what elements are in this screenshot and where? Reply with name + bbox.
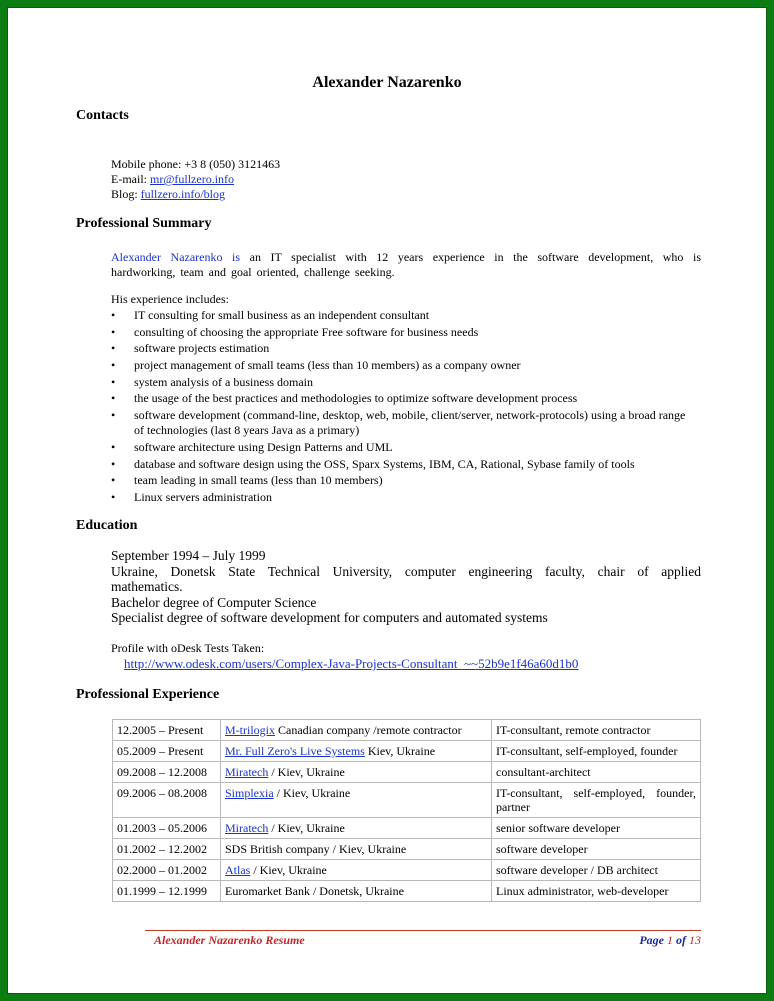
experience-role-cell: IT-consultant, remote contractor [492, 720, 701, 741]
experience-heading: Professional Experience [76, 687, 220, 702]
table-row [113, 881, 701, 902]
experience-period-cell: 01.2003 – 05.2006 [113, 818, 221, 839]
education-block [111, 548, 701, 626]
summary-list-item: • IT consulting for small business as an independent consultant [111, 308, 696, 323]
experience-role-cell: senior software developer [492, 818, 701, 839]
experience-company-cell [221, 881, 492, 902]
resume-page [7, 7, 767, 994]
email-line [111, 172, 280, 187]
table-row [113, 741, 701, 762]
mobile-line [111, 157, 280, 172]
experience-company-cell [221, 762, 492, 783]
summary-list-item: • software development (command-line, desktop, web, mobile, client/server, network-protocols) using a broad range of technologies (last 8 years Java as a primary) [111, 408, 696, 438]
summary-intro [111, 250, 701, 280]
experience-period-cell: 01.2002 – 12.2002 [113, 839, 221, 860]
summary-list-item: • database and software design using the OSS, Sparx Systems, IBM, CA, Rational, Sybase family of tools [111, 457, 696, 472]
summary-list-item: • Linux servers administration [111, 490, 696, 505]
summary-heading: Professional Summary [76, 216, 212, 231]
summary-list-item: • software architecture using Design Patterns and UML [111, 440, 696, 455]
company-location: Kiev, Ukraine [364, 744, 436, 758]
summary-list-item: • team leading in small teams (less than 10 members) [111, 473, 696, 488]
education-period: September 1994 – July 1999 [111, 548, 266, 563]
summary-list-item: • software projects estimation [111, 341, 696, 356]
company-link[interactable]: Miratech [225, 821, 269, 835]
table-row [113, 783, 701, 818]
profile-label: Profile with oDesk Tests Taken: [111, 641, 265, 655]
resume-name-title: Alexander Nazarenko [312, 74, 462, 91]
footer-page-label: Page [639, 933, 667, 947]
experience-period-cell: 05.2009 – Present [113, 741, 221, 762]
company-location: / Kiev, Ukraine [268, 765, 345, 779]
experience-period-cell: 09.2006 – 08.2008 [113, 783, 221, 818]
summary-list-item: • consulting of choosing the appropriate Free software for business needs [111, 325, 696, 340]
experience-role-cell: consultant-architect [492, 762, 701, 783]
experience-intro: His experience includes: [111, 292, 229, 306]
mobile-label: Mobile phone: [111, 157, 185, 171]
summary-list [111, 308, 696, 505]
contacts-block [111, 157, 280, 202]
blog-link[interactable]: fullzero.info/blog [140, 187, 225, 201]
footer-page-total: 13 [689, 933, 701, 947]
experience-period-cell: 12.2005 – Present [113, 720, 221, 741]
education-degree-bachelor: Bachelor degree of Computer Science [111, 594, 317, 610]
summary-intro-name: Alexander Nazarenko is [111, 250, 241, 264]
footer-page-current: 1 [667, 933, 673, 947]
summary-intro-rest: an IT specialist with 12 years experience in the software development, who is hardworking, team and goal oriented, challenge seeking. [111, 250, 701, 279]
experience-role-cell: software developer / DB architect [492, 860, 701, 881]
table-row [113, 818, 701, 839]
mobile-value: +3 8 (050) 3121463 [184, 157, 281, 171]
table-row [113, 720, 701, 741]
experience-period-cell: 02.2000 – 01.2002 [113, 860, 221, 881]
experience-role-cell: software developer [492, 839, 701, 860]
experience-period-cell: 09.2008 – 12.2008 [113, 762, 221, 783]
company-location: / Kiev, Ukraine [268, 821, 345, 835]
company-location: / Kiev, Ukraine [273, 786, 351, 800]
company-link[interactable]: Mr. Full Zero's Live Systems [225, 744, 365, 758]
company-link[interactable]: Miratech [225, 765, 269, 779]
experience-company-cell [221, 741, 492, 762]
experience-table [112, 719, 701, 902]
contacts-heading: Contacts [76, 108, 129, 123]
footer-of-label: of [673, 933, 689, 947]
experience-company-cell [221, 818, 492, 839]
email-label: E-mail: [111, 172, 150, 186]
footer-divider [145, 930, 701, 931]
education-heading: Education [76, 518, 138, 533]
profile-link-line [124, 656, 578, 671]
table-row [113, 860, 701, 881]
blog-line [111, 187, 280, 202]
education-institution: Ukraine, Donetsk State Technical University, computer engineering faculty, chair of applied mathematics. [111, 563, 701, 594]
summary-list-wrapper [111, 308, 696, 507]
profile-link[interactable]: http://www.odesk.com/users/Complex-Java-Projects-Consultant_~~52b9e1f46a60d1b0 [124, 656, 579, 671]
company-link[interactable]: Simplexia [225, 786, 274, 800]
table-row [113, 839, 701, 860]
company-location: SDS British company / Kiev, Ukraine [225, 842, 407, 856]
company-location: / Kiev, Ukraine [250, 863, 327, 877]
summary-list-item: • system analysis of a business domain [111, 375, 696, 390]
experience-role-cell: IT-consultant, self-employed, founder [492, 741, 701, 762]
experience-company-cell [221, 839, 492, 860]
summary-list-item: • project management of small teams (less than 10 members) as a company owner [111, 358, 696, 373]
email-link[interactable]: mr@fullzero.info [150, 172, 235, 186]
experience-company-cell [221, 860, 492, 881]
education-degree-specialist: Specialist degree of software development for computers and automated systems [111, 610, 548, 625]
table-row [113, 762, 701, 783]
footer-title: Alexander Nazarenko Resume [154, 933, 305, 947]
experience-period-cell: 01.1999 – 12.1999 [113, 881, 221, 902]
experience-table-body [113, 720, 701, 902]
experience-company-cell [221, 720, 492, 741]
company-link[interactable]: M-trilogix [225, 723, 275, 737]
company-location: Canadian company /remote contractor [275, 723, 462, 737]
blog-label: Blog: [111, 187, 141, 201]
summary-list-item: • the usage of the best practices and methodologies to optimize software development process [111, 391, 696, 406]
company-link[interactable]: Atlas [225, 863, 251, 877]
experience-company-cell [221, 783, 492, 818]
company-location: Euromarket Bank / Donetsk, Ukraine [225, 884, 404, 898]
footer-page-number [639, 933, 701, 948]
experience-role-cell: Linux administrator, web-developer [492, 881, 701, 902]
experience-role-cell: IT-consultant, self-employed, founder, partner [492, 783, 701, 818]
